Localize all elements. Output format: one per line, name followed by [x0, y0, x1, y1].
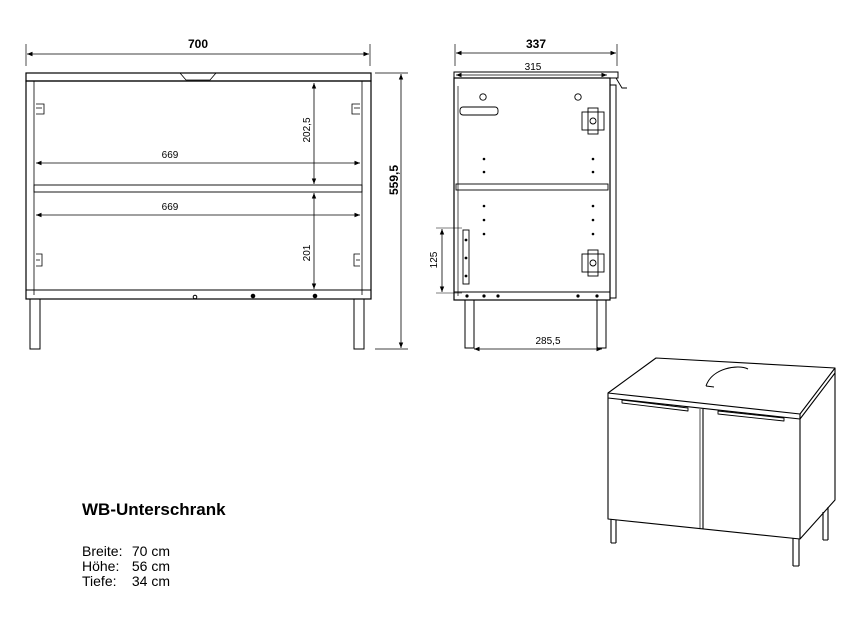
spec-depth-value: 34 cm: [131, 573, 171, 589]
inner-depth-label: 315: [524, 62, 542, 73]
overall-height-label: 559,5: [387, 164, 401, 196]
inner-width-top-label: 669: [161, 150, 179, 161]
front-width-label: 700: [187, 37, 209, 51]
spec-height-label: Höhe:: [82, 558, 120, 574]
spec-width-value: 70 cm: [131, 543, 171, 559]
spec-width: [82, 544, 226, 559]
spec-depth: [82, 574, 226, 589]
front-view: [26, 44, 408, 349]
side-depth-label: 337: [525, 37, 547, 51]
hinge-upper: [582, 108, 604, 134]
inner-width-bottom-label: 669: [161, 202, 179, 213]
upper-height-label: 202,5: [302, 117, 313, 143]
spec-width-label: Breite:: [82, 543, 123, 559]
perspective-view: [608, 358, 835, 566]
side-view: [436, 44, 627, 349]
spec-height: [82, 559, 226, 574]
spec-height-value: 56 cm: [131, 558, 171, 574]
product-title: WB-Unterschrank: [82, 500, 226, 519]
spec-depth-label: Tiefe:: [82, 573, 117, 589]
hinge-lower: [582, 250, 604, 276]
rail-height-label: 125: [429, 251, 440, 269]
shelf-depth-label: 285,5: [535, 336, 561, 347]
lower-height-label: 201: [302, 244, 313, 262]
product-info: [82, 500, 226, 589]
